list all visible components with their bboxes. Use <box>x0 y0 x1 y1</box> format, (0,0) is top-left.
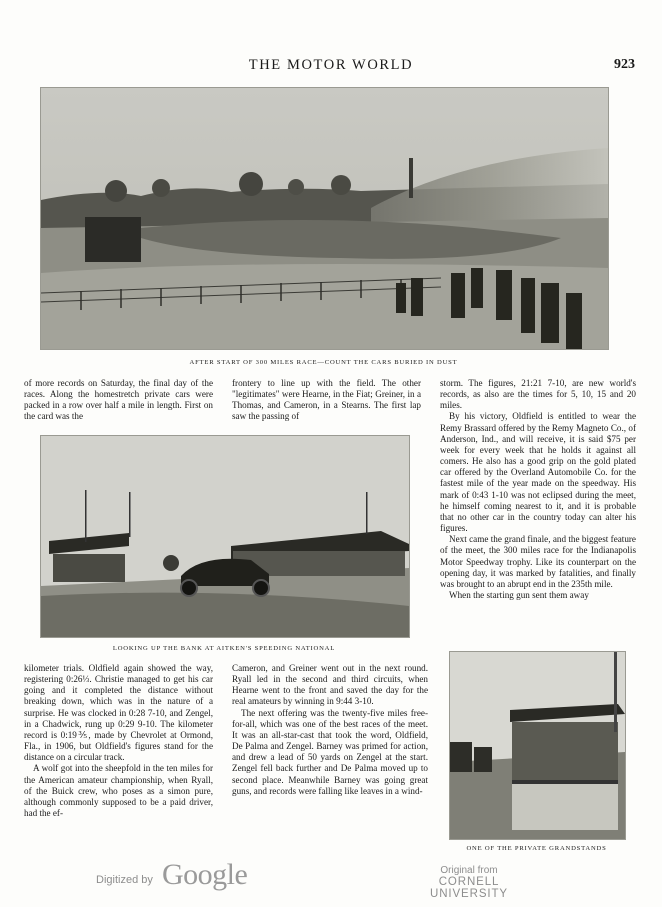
col3-paragraph-1: storm. The figures, 21:21 7-10, are new world's records, as also are the times for 5, 10, 15 and 20 miles. <box>440 378 636 411</box>
institution-name: CORNELL UNIVERSITY <box>429 876 508 900</box>
col1-bottom-paragraph-2: A wolf got into the sheepfold in the ten miles for the American amateur championship, when Ryall, of the Buick crew, who poses as a simon pure, although commonly supposed to be a paid driver, had the ef- <box>24 763 213 819</box>
col1-bottom-text <box>24 663 213 819</box>
col3-paragraph-4: When the starting gun sent them away <box>449 589 589 600</box>
photo-private-grandstand <box>449 651 626 840</box>
col3-paragraph-3: Next came the grand finale, and the biggest feature of the meet, the 300 miles race for the Indianapolis Motor Speedway trophy. Like its counterpart on the opening day, it was marked by fatalities, and finally was brought to an abrupt end in the 235th mile. <box>440 534 636 589</box>
photo-aitken-national <box>40 435 410 638</box>
running-header <box>0 57 662 77</box>
provenance-credit <box>398 865 540 900</box>
photo-race-start-dust <box>40 87 609 350</box>
digitized-by-text: Digitized by <box>96 874 153 886</box>
original-from-text: Original from <box>440 865 498 876</box>
col1-top-paragraph: of more records on Saturday, the final day of the races. Along the homestretch private cars were packed in a row over half a mile in length. First on the card was the <box>24 378 213 422</box>
col3-text <box>440 378 636 601</box>
page-number: 923 <box>614 57 635 72</box>
col2-top-paragraph: frontery to line up with the field. The other "legitimates" were Hearne, in the Fiat; Greiner, in a Thomas, and Cameron, in a Stearns. The first lap saw the passing of <box>232 378 421 422</box>
google-logo: Google <box>162 858 248 891</box>
col2-bottom-text <box>232 663 428 797</box>
col2-top-text <box>232 378 421 423</box>
col1-top-text <box>24 378 213 423</box>
aitken-photo-illustration <box>41 436 409 637</box>
grandstand-photo-illustration <box>450 652 625 839</box>
col2-bottom-paragraph-2: The next offering was the twenty-five miles free-for-all, which was one of the best races of the meet. It was an all-star-cast that took the word, Oldfield, De Palma and Zengel. Barney was primed for action, and drew a lead of 50 yards on Zengel at the start. Zengel fell back further and De Palma moved up to second place. Meanwhile Barney was going great guns, and records were falling like leaves in a wind- <box>232 707 428 796</box>
col2-bottom-paragraph-1: Cameron, and Greiner went out in the next round. Ryall led in the second and third circuits, when Hearne went to the front and saved the day for the real amateurs by winning in 9:44 3-10. <box>232 663 428 707</box>
col1-bottom-paragraph-1: kilometer trials. Oldfield again showed the way, registering 0:26⅓. Christie managed to get his car going and it completed the distance without breaking down, which was in the nature of a surprise. He was clocked in 0:28 7-10, and Zengel, in a Chadwick, rung up 0:29 9-10. The kilometer record is 0:19⅗, made by Chevrolet at Ormond, Fla., in 1906, but Oldfield's figures stand for the distance on a circular track. <box>24 663 213 763</box>
right-photo-caption: ONE OF THE PRIVATE GRANDSTANDS <box>466 845 607 852</box>
journal-title: THE MOTOR WORLD <box>248 57 414 73</box>
col3-paragraph-2: By his victory, Oldfield is entitled to wear the Remy Brassard offered by the Remy Magneto Co., of Anderson, Ind., and will receive, it is said $75 per week for every week that he holds it against all comers. He also has a good grip on the gold plated car offered by the Overland Automobile Co. for the fastest mile of the year made on the speedway. His mark of 0:43 1-10 was not eclipsed during the meet, he himself coming nearest to it, and it is probable that no other car in the country today can alter his figures. <box>440 411 636 534</box>
race-start-photo-illustration <box>41 88 608 349</box>
middle-photo-caption: LOOKING UP THE BANK AT AITKEN'S SPEEDING NATIONAL <box>112 645 336 652</box>
top-photo-caption: AFTER START OF 300 MILES RACE—COUNT THE CARS BURIED IN DUST <box>189 359 458 366</box>
